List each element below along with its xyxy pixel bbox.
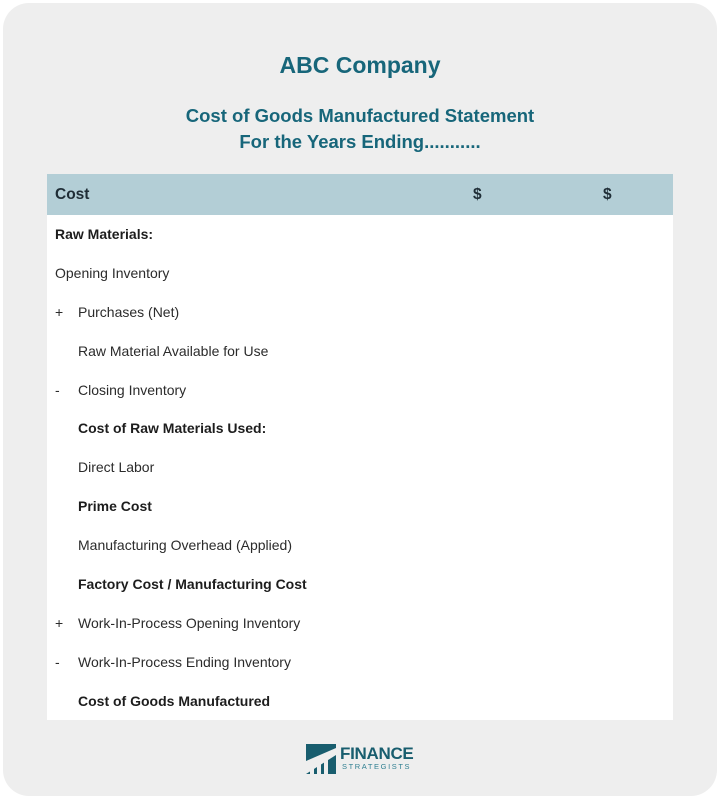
- logo-word-finance: FINANCE: [340, 744, 414, 763]
- row-label: Cost of Goods Manufactured: [78, 692, 271, 709]
- row-label: Prime Cost: [78, 498, 152, 515]
- table-row: [47, 371, 673, 410]
- row-operator: -: [55, 381, 60, 398]
- logo-word-strategists: STRATEGISTS: [342, 762, 412, 771]
- row-label: Purchases (Net): [78, 303, 180, 320]
- row-operator: -: [55, 653, 60, 670]
- row-label: Work-In-Process Opening Inventory: [78, 614, 301, 631]
- column-header-amount-2: $: [603, 186, 612, 203]
- row-label: Raw Materials:: [55, 226, 154, 242]
- row-label: Raw Material Available for Use: [78, 342, 269, 359]
- table-row: [47, 332, 673, 371]
- table-row: [47, 565, 673, 604]
- statement-subtitle: [0, 103, 720, 155]
- table-row: [47, 448, 673, 487]
- row-label: Manufacturing Overhead (Applied): [78, 537, 293, 554]
- table-row: [47, 293, 673, 332]
- finance-strategists-logo-icon: [306, 744, 336, 774]
- row-operator: +: [55, 303, 64, 320]
- column-header-cost: Cost: [55, 186, 90, 203]
- company-name: ABC Company: [279, 52, 441, 78]
- table-header: [47, 174, 673, 215]
- table-row: [47, 487, 673, 526]
- row-label: Opening Inventory: [55, 264, 170, 281]
- finance-strategists-logo: [306, 742, 426, 776]
- column-header-amount-1: $: [473, 186, 482, 203]
- table-row: [47, 604, 673, 643]
- table-row: [47, 409, 673, 448]
- cogm-table: [47, 174, 673, 720]
- table-row: [47, 254, 673, 293]
- table-body: [47, 215, 673, 721]
- row-label: Direct Labor: [78, 459, 155, 476]
- row-label: Factory Cost / Manufacturing Cost: [78, 576, 307, 593]
- table-row: [47, 682, 673, 721]
- statement-title: Cost of Goods Manufactured Statement: [185, 105, 535, 126]
- row-operator: +: [55, 614, 64, 631]
- statement-period: For the Years Ending...........: [239, 131, 481, 152]
- row-label: Cost of Raw Materials Used:: [78, 420, 267, 437]
- row-label: Closing Inventory: [78, 381, 187, 398]
- table-row: [47, 526, 673, 565]
- table-row: [47, 215, 673, 254]
- table-row: [47, 643, 673, 682]
- row-label: Work-In-Process Ending Inventory: [78, 653, 291, 670]
